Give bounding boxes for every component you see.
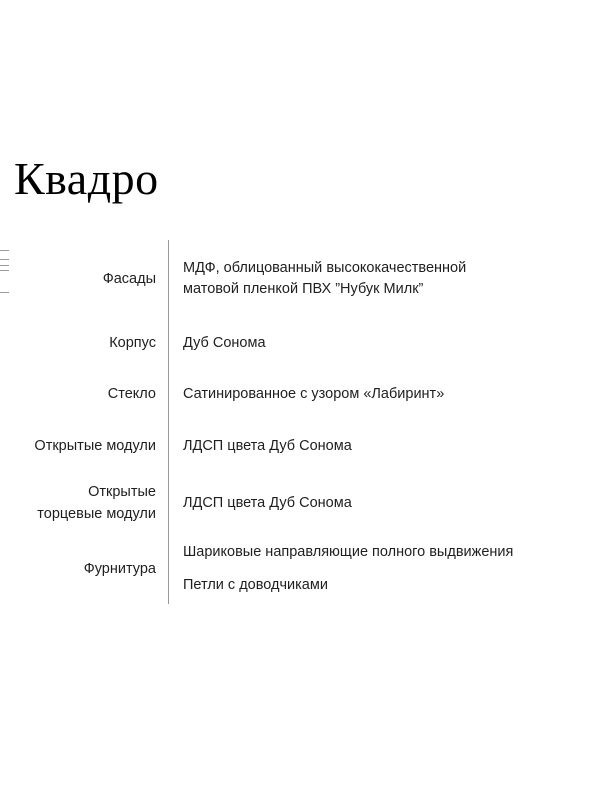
- dash-marker: [0, 270, 9, 271]
- spec-label-open-modules: Открытые модули: [34, 437, 156, 454]
- dash-marker: [0, 250, 9, 251]
- spec-label-open-end-modules: [0, 472, 168, 534]
- spec-label-facades: Фасады: [102, 270, 156, 287]
- dash-marker: [0, 259, 9, 260]
- row-divider-line: [168, 472, 169, 534]
- specifications-table: [0, 240, 600, 604]
- dash-marker: [0, 265, 9, 266]
- spec-value-steklo: [169, 369, 600, 420]
- spec-value-line: МДФ, облицованный высококачественной: [183, 260, 467, 276]
- row-divider-line: [168, 369, 169, 420]
- row-divider-line: [168, 534, 169, 604]
- page-title: Квадро: [14, 153, 159, 204]
- spec-value-line: матовой пленкой ПВХ ”Нубук Милк”: [183, 281, 424, 297]
- spec-value-open-modules: [169, 420, 600, 472]
- spec-value-line: Сатинированное с узором «Лабиринт»: [183, 386, 445, 402]
- spec-value-korpus: [169, 318, 600, 369]
- table-row: [0, 420, 600, 472]
- spec-label-line: торцевые модули: [37, 506, 156, 522]
- table-row: [0, 472, 600, 534]
- row-divider-line: [168, 318, 169, 369]
- row-divider-line: [168, 420, 169, 472]
- spec-value-line: Петли с доводчиками: [183, 577, 328, 593]
- row-divider-line: [168, 240, 169, 318]
- dash-marker: [0, 292, 9, 293]
- spec-value-line: ЛДСП цвета Дуб Сонома: [183, 437, 352, 454]
- spec-value-hardware: [169, 534, 600, 604]
- spec-label-steklo: Стекло: [107, 386, 156, 402]
- spec-label-line: Открытые: [88, 484, 156, 500]
- spec-value-line: Шариковые направляющие полного выдвижения: [183, 544, 514, 560]
- table-row: [0, 369, 600, 420]
- spec-label-korpus: Корпус: [109, 335, 156, 351]
- table-row: [0, 534, 600, 604]
- spec-value-open-end-modules: [169, 472, 600, 534]
- table-row: [0, 318, 600, 369]
- spec-value-facades: [169, 240, 600, 318]
- table-row: [0, 240, 600, 318]
- spec-value-line: Дуб Сонома: [183, 335, 266, 351]
- spec-label-hardware: Фурнитура: [83, 560, 156, 577]
- spec-value-line: ЛДСП цвета Дуб Сонома: [183, 494, 352, 511]
